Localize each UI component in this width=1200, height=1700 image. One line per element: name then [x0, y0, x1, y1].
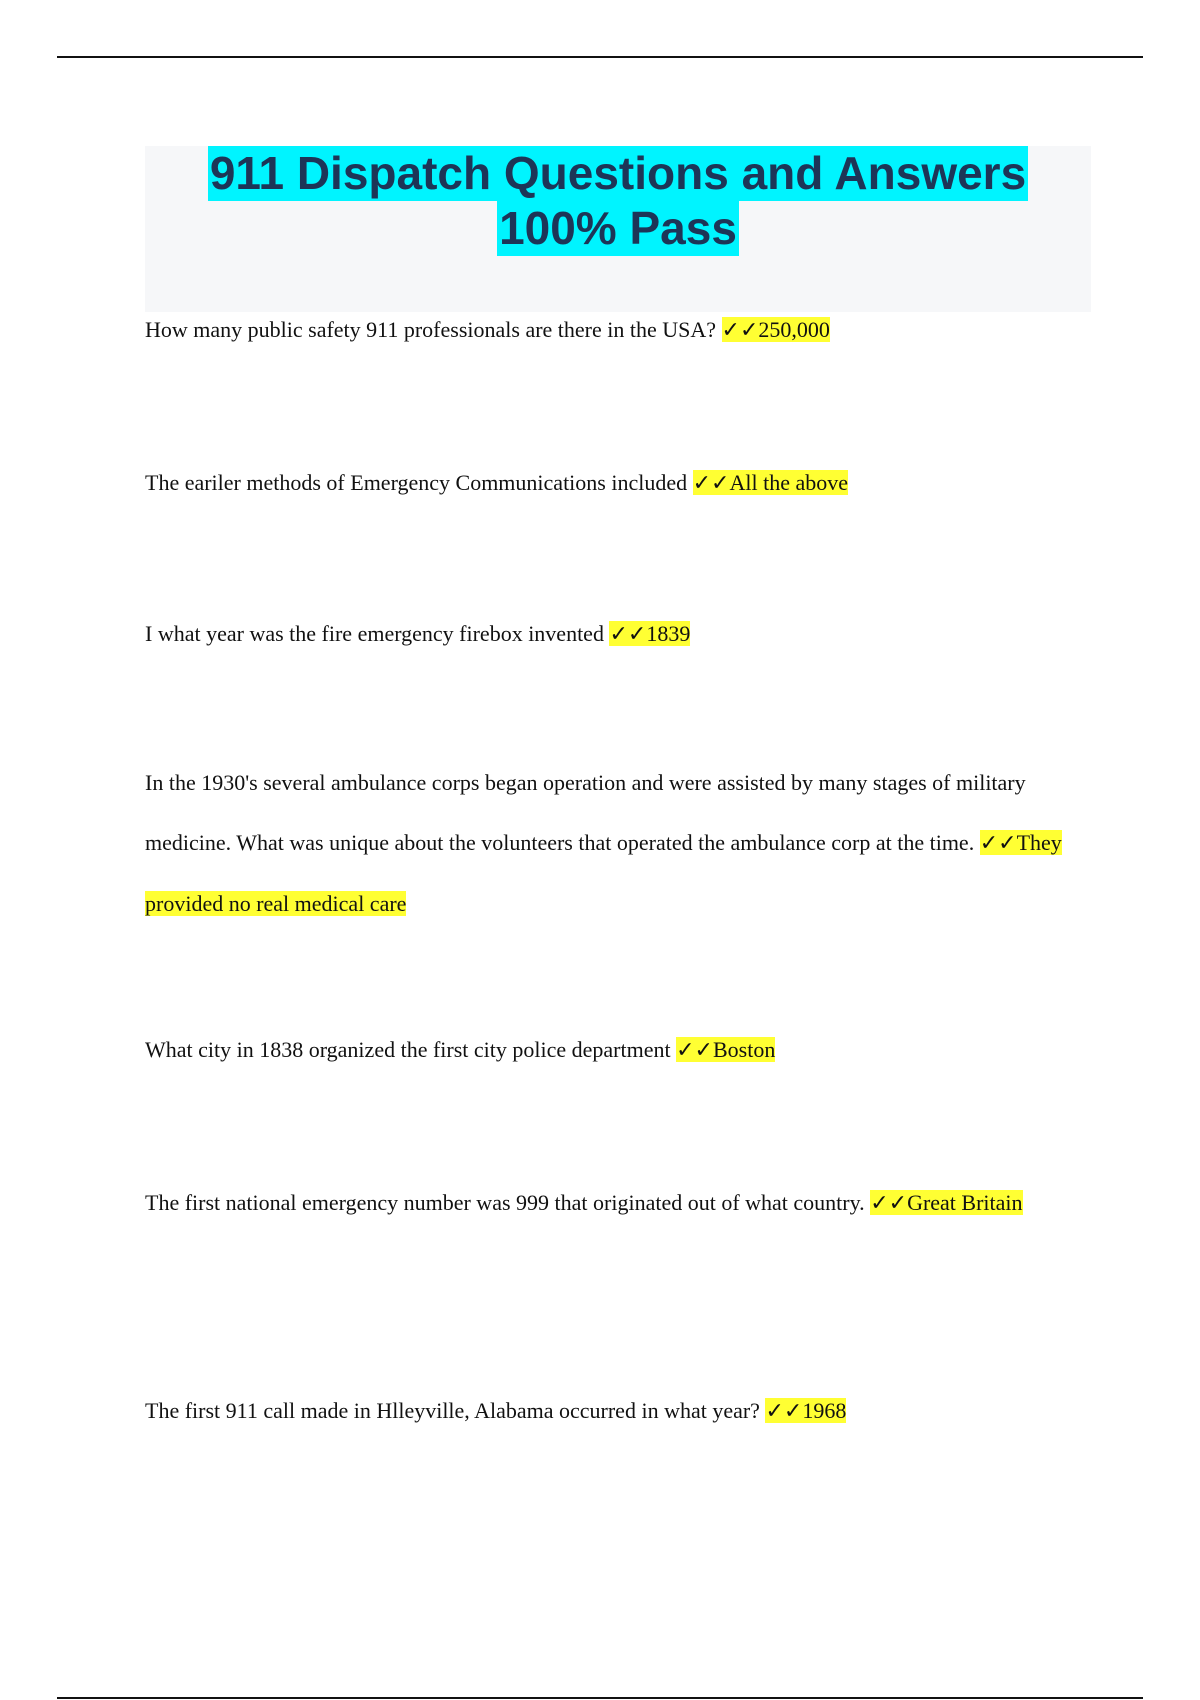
answer-highlight — [722, 317, 830, 342]
title-block — [145, 146, 1091, 312]
question-text: The eariler methods of Emergency Communications included — [145, 470, 693, 495]
document-title-line-1: 911 Dispatch Questions and Answers — [209, 147, 1027, 199]
question-text: How many public safety 911 professionals are there in the USA? — [145, 317, 722, 342]
answer-highlight — [870, 1190, 1022, 1215]
check-icon: ✓✓ — [721, 318, 759, 343]
answer-text: All the above — [729, 470, 849, 495]
top-rule — [57, 56, 1143, 58]
question-text: In the 1930's several ambulance corps began operation and were assisted by many stages of military medicine. What was unique about the volunteers that operated the ambulance corp at the time. — [145, 770, 1026, 855]
answer-highlight — [676, 1037, 775, 1062]
answer-text: 1839 — [646, 621, 691, 646]
answer-text: Boston — [712, 1037, 776, 1062]
qa-item-2 — [145, 453, 1095, 514]
bottom-rule — [57, 1697, 1143, 1699]
qa-item-7 — [145, 1381, 1095, 1442]
answer-text: They provided no real medical care — [145, 830, 1062, 916]
qa-item-5 — [145, 1020, 1095, 1081]
answer-highlight — [693, 470, 848, 495]
check-icon: ✓✓ — [979, 831, 1017, 856]
check-icon: ✓✓ — [609, 622, 647, 647]
question-text: The first national emergency number was 999 that originated out of what country. — [145, 1190, 871, 1215]
qa-item-3 — [145, 604, 1095, 665]
answer-text: 250,000 — [758, 317, 830, 342]
qa-item-6 — [145, 1173, 1095, 1234]
qa-item-4 — [145, 753, 1095, 934]
answer-highlight — [765, 1398, 846, 1423]
check-icon: ✓✓ — [692, 471, 730, 496]
qa-item-1 — [145, 300, 1095, 361]
check-icon: ✓✓ — [676, 1038, 713, 1063]
question-text: The first 911 call made in Hlleyville, Alabama occurred in what year? — [145, 1398, 766, 1423]
check-icon: ✓✓ — [870, 1191, 908, 1216]
answer-highlight — [609, 621, 690, 646]
check-icon: ✓✓ — [765, 1399, 803, 1424]
question-text: I what year was the fire emergency firebox invented — [145, 621, 610, 646]
answer-text: 1968 — [802, 1398, 847, 1423]
document-title-line-2: 100% Pass — [499, 202, 737, 254]
question-text: What city in 1838 organized the first city police department — [145, 1037, 677, 1062]
answer-text: Great Britain — [907, 1190, 1023, 1215]
